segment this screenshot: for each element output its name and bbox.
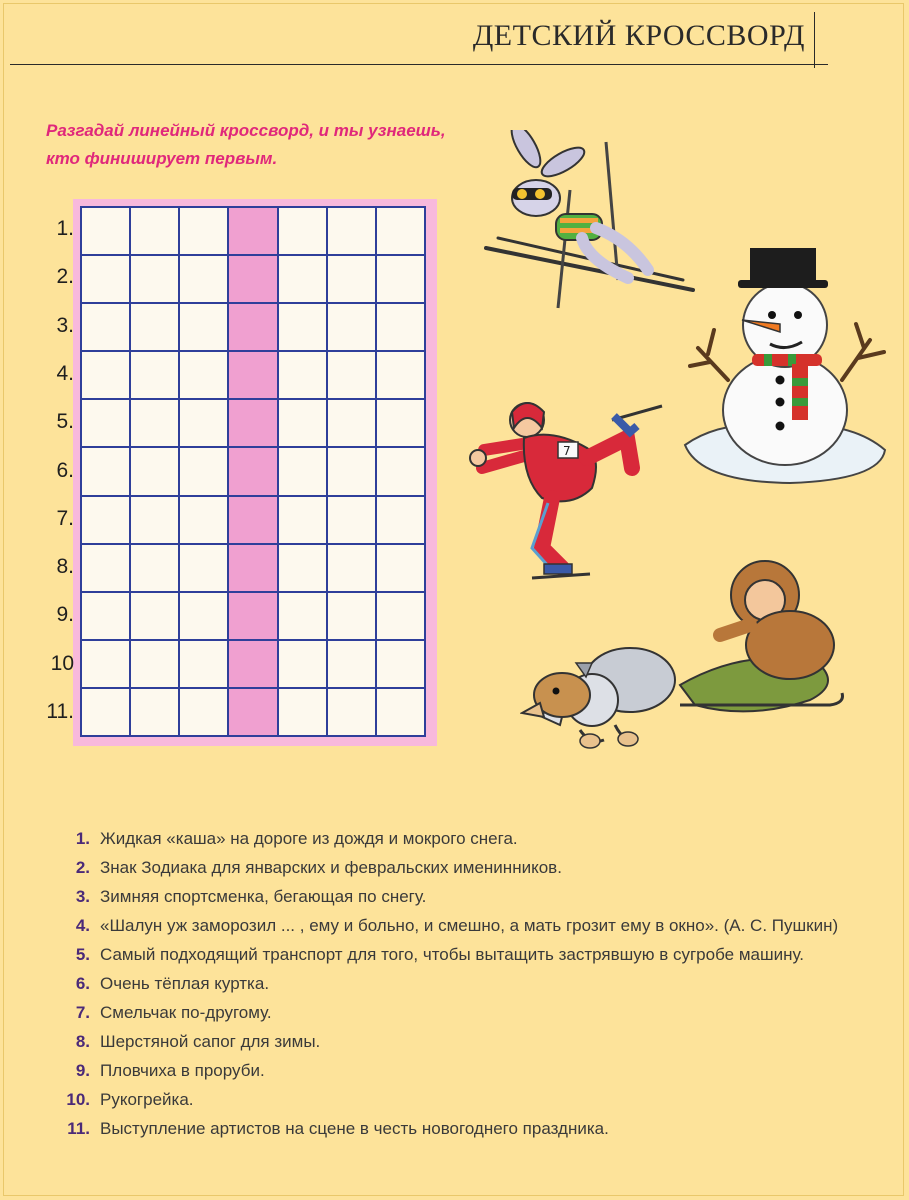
clues-list [40, 826, 860, 1145]
crossword-cell[interactable] [131, 208, 180, 256]
crossword-cell[interactable] [131, 304, 180, 352]
crossword-cell[interactable] [328, 400, 377, 448]
crossword-cell[interactable] [82, 352, 131, 400]
row-number: 8. [56, 555, 74, 579]
crossword-cell[interactable] [279, 400, 328, 448]
crossword-cell[interactable] [377, 545, 426, 593]
crossword-cell[interactable] [82, 545, 131, 593]
clue-number: 5. [75, 945, 90, 964]
skiing-hare-illustration [478, 130, 708, 315]
crossword-cell-highlighted[interactable] [229, 304, 278, 352]
clue-text: Рукогрейка. [100, 1090, 194, 1109]
crossword-cell[interactable] [328, 497, 377, 545]
crossword-cell[interactable] [279, 208, 328, 256]
crossword-cell[interactable] [328, 593, 377, 641]
crossword-cell[interactable] [328, 641, 377, 689]
clue-number: 8. [75, 1032, 90, 1051]
crossword-cell[interactable] [131, 256, 180, 304]
crossword-cell[interactable] [279, 641, 328, 689]
crossword-cell[interactable] [180, 400, 229, 448]
crossword-cell[interactable] [328, 304, 377, 352]
crossword-cell[interactable] [377, 497, 426, 545]
crossword-cell-highlighted[interactable] [229, 256, 278, 304]
crossword-cell[interactable] [131, 352, 180, 400]
crossword-cell[interactable] [180, 208, 229, 256]
row-number: 6. [56, 458, 74, 482]
crossword-cell[interactable] [377, 689, 426, 737]
clue-item [40, 1029, 860, 1055]
crossword-cell[interactable] [279, 545, 328, 593]
crossword-cell-highlighted[interactable] [229, 352, 278, 400]
clue-text: Выступление артистов на сцене в честь новогоднего праздника. [100, 1119, 609, 1138]
crossword-cell[interactable] [82, 593, 131, 641]
crossword-cell[interactable] [82, 641, 131, 689]
clue-text: Очень тёплая куртка. [100, 974, 270, 993]
clue-number: 11. [67, 1119, 90, 1138]
crossword-cell-highlighted[interactable] [229, 208, 278, 256]
crossword-cell[interactable] [377, 593, 426, 641]
clue-item [40, 884, 860, 910]
crossword-cell[interactable] [279, 352, 328, 400]
clue-item [40, 971, 860, 997]
crossword-cell[interactable] [279, 593, 328, 641]
instruction-line-1: Разгадай линейный кроссворд, и ты узнаешь, [46, 121, 446, 140]
crossword-cell[interactable] [82, 448, 131, 496]
crossword-cell[interactable] [180, 545, 229, 593]
instruction-text [46, 117, 486, 173]
crossword-cell[interactable] [279, 448, 328, 496]
crossword-cell[interactable] [377, 256, 426, 304]
clue-item [40, 855, 860, 881]
header-divider [10, 64, 828, 65]
crossword-cell-highlighted[interactable] [229, 689, 278, 737]
crossword-cell[interactable] [131, 545, 180, 593]
page-title: ДЕТСКИЙ КРОССВОРД [472, 19, 805, 52]
crossword-cell[interactable] [82, 497, 131, 545]
crossword-cell-highlighted[interactable] [229, 545, 278, 593]
crossword-cell[interactable] [131, 400, 180, 448]
instruction-line-2: кто финиширует первым. [46, 149, 278, 168]
crossword-cell[interactable] [180, 304, 229, 352]
crossword-cell[interactable] [377, 304, 426, 352]
clue-item [40, 913, 860, 939]
clue-number: 3. [75, 887, 90, 906]
crossword-cell[interactable] [180, 448, 229, 496]
crossword-cell[interactable] [131, 497, 180, 545]
crossword-cell-highlighted[interactable] [229, 593, 278, 641]
row-number: 1. [56, 217, 74, 241]
clue-text: Пловчиха в проруби. [100, 1061, 265, 1080]
page-header [0, 0, 909, 70]
crossword-cell[interactable] [180, 497, 229, 545]
crossword-cell[interactable] [279, 256, 328, 304]
crossword-cell[interactable] [180, 689, 229, 737]
crossword-cell-highlighted[interactable] [229, 641, 278, 689]
header-vertical-divider [814, 12, 815, 68]
clue-number: 2. [75, 858, 90, 877]
svg-text:7: 7 [563, 444, 571, 458]
row-number: 4. [56, 361, 74, 385]
clue-text: Зимняя спортсменка, бегающая по снегу. [100, 887, 427, 906]
clue-text: Самый подходящий транспорт для того, чтобы вытащить застрявшую в сугробе машину. [100, 945, 805, 964]
crossword-cell[interactable] [131, 641, 180, 689]
crossword-cell[interactable] [279, 689, 328, 737]
row-number: 2. [56, 265, 74, 289]
clue-text: Жидкая «каша» на дороге из дождя и мокрого снега. [100, 829, 518, 848]
clue-number: 6. [75, 974, 90, 993]
crossword-cell-highlighted[interactable] [229, 497, 278, 545]
crossword-cell[interactable] [377, 400, 426, 448]
dog-sled-illustration [520, 555, 855, 765]
snowman-illustration [680, 240, 890, 490]
crossword-cell[interactable] [279, 304, 328, 352]
crossword-cell[interactable] [328, 545, 377, 593]
crossword-cell[interactable] [328, 256, 377, 304]
crossword-cell[interactable] [180, 593, 229, 641]
row-number: 11. [46, 699, 74, 723]
clue-number: 7. [75, 1003, 90, 1022]
row-number: 9. [56, 603, 74, 627]
crossword-cell[interactable] [328, 689, 377, 737]
crossword-cell-highlighted[interactable] [229, 400, 278, 448]
crossword-cell[interactable] [180, 641, 229, 689]
crossword-cell[interactable] [180, 256, 229, 304]
crossword-cell-highlighted[interactable] [229, 448, 278, 496]
clue-text: «Шалун уж заморозил ... , ему и больно, и смешно, а мать грозит ему в окно». (А. С. Пушкин) [100, 916, 839, 935]
crossword-cell[interactable] [377, 641, 426, 689]
clue-number: 4. [75, 916, 90, 935]
crossword-cell[interactable] [131, 593, 180, 641]
clue-item [40, 1087, 860, 1113]
crossword-cell[interactable] [82, 689, 131, 737]
crossword-cell[interactable] [377, 352, 426, 400]
clue-item [40, 1116, 860, 1142]
clue-item [40, 1058, 860, 1084]
row-number: 5. [56, 410, 74, 434]
clue-number: 1. [75, 829, 90, 848]
clue-text: Знак Зодиака для январских и февральских именинников. [100, 858, 562, 877]
crossword-cell[interactable] [377, 208, 426, 256]
crossword-cell[interactable] [131, 689, 180, 737]
crossword-cell[interactable] [328, 208, 377, 256]
clue-number: 10. [66, 1090, 90, 1109]
crossword-cell[interactable] [82, 208, 131, 256]
crossword-cell[interactable] [131, 448, 180, 496]
crossword-cell[interactable] [328, 352, 377, 400]
clue-text: Смельчак по-другому. [100, 1003, 272, 1022]
clue-item [40, 942, 860, 968]
clue-item [40, 1000, 860, 1026]
row-number: 3. [56, 313, 74, 337]
clue-text: Шерстяной сапог для зимы. [100, 1032, 321, 1051]
crossword-cell[interactable] [328, 448, 377, 496]
crossword-cell[interactable] [82, 256, 131, 304]
crossword-cell[interactable] [82, 400, 131, 448]
crossword-cell[interactable] [377, 448, 426, 496]
crossword-cell[interactable] [82, 304, 131, 352]
row-number: 10 [50, 651, 74, 675]
row-number: 7. [56, 506, 74, 530]
clue-item [40, 826, 860, 852]
clue-number: 9. [75, 1061, 90, 1080]
crossword-grid [80, 206, 426, 737]
crossword-cell[interactable] [180, 352, 229, 400]
crossword-cell[interactable] [279, 497, 328, 545]
